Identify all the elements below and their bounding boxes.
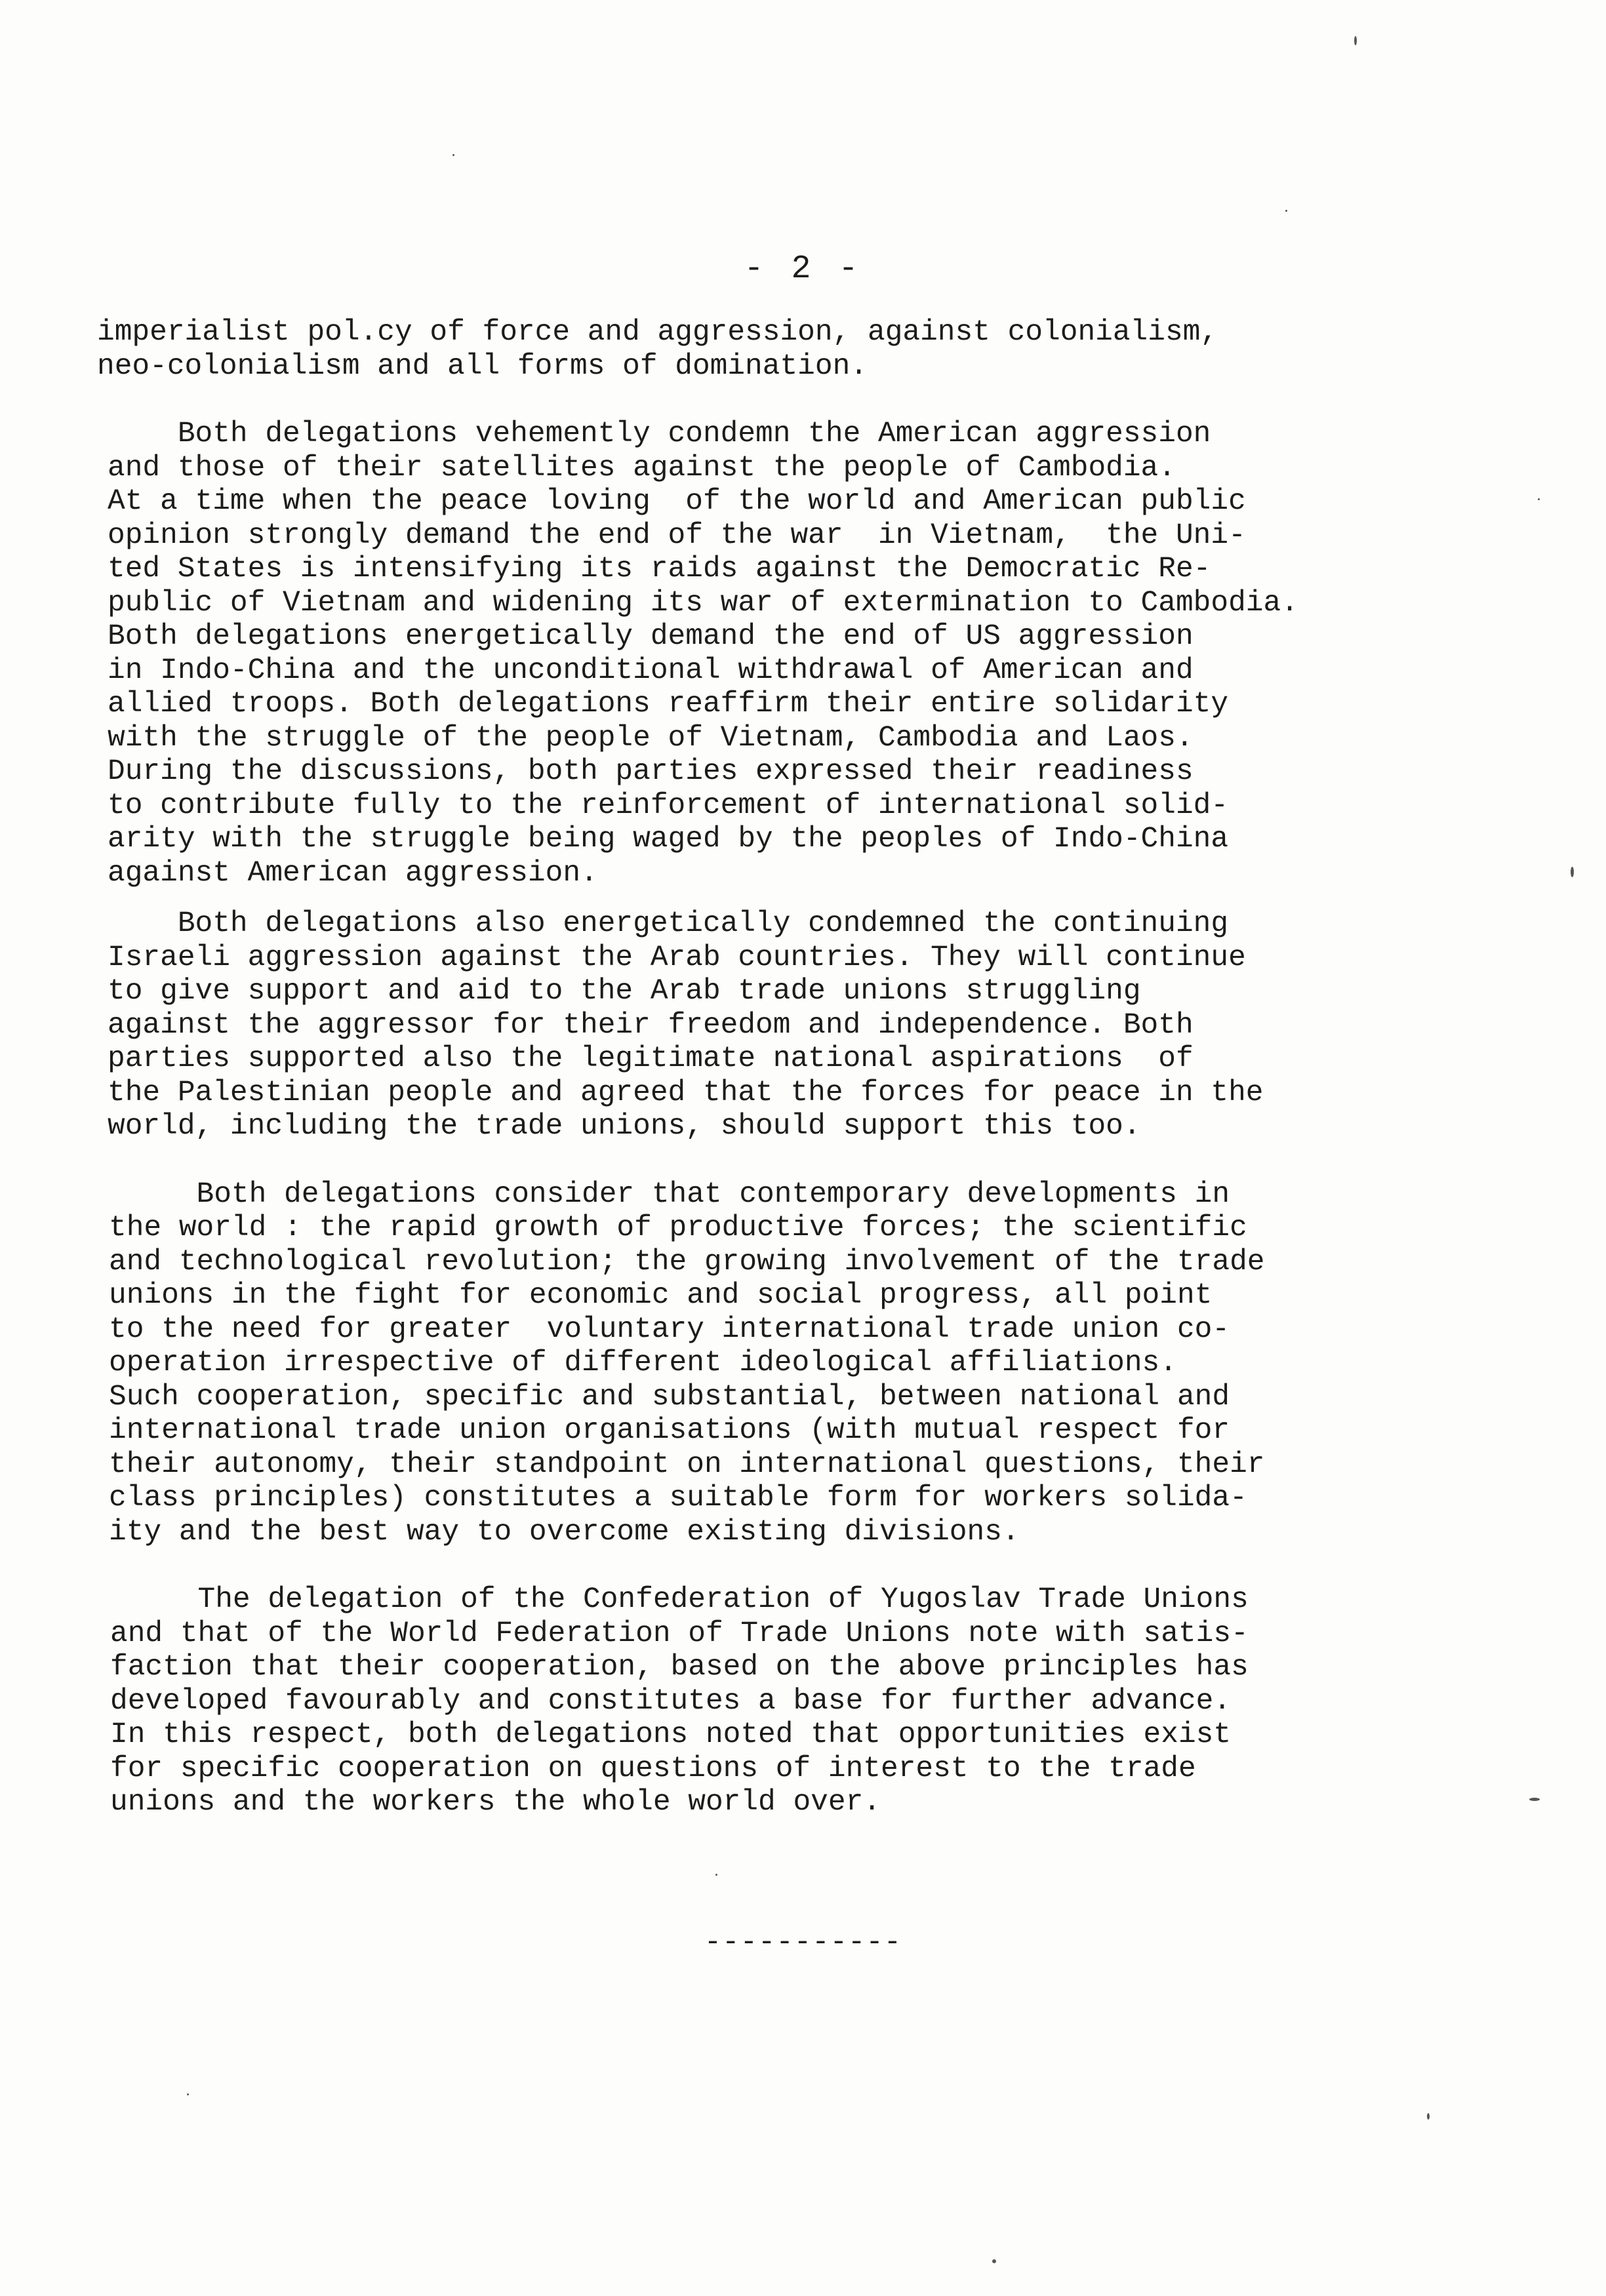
text-line: neo-colonialism and all forms of domination. (97, 349, 868, 383)
text-line: with the struggle of the people of Vietnam, Cambodia and Laos. (108, 721, 1194, 755)
document-body (97, 316, 1507, 1820)
text-line: ity and the best way to overcome existing divisions. (109, 1515, 1020, 1549)
text-line: to contribute fully to the reinforcement of international solid- (108, 789, 1229, 822)
scan-speck (1285, 210, 1287, 212)
text-line: opinion strongly demand the end of the war in Vietnam, the Uni- (108, 519, 1246, 552)
text-line: imperialist pol.cy of force and aggression, against colonialism, (97, 316, 1218, 349)
text-line: for specific cooperation on questions of interest to the trade (110, 1752, 1196, 1785)
scan-speck (992, 2259, 996, 2263)
text-line: world, including the trade unions, should support this too. (108, 1110, 1141, 1143)
text-line: During the discussions, both parties expressed their readiness (108, 755, 1194, 788)
text-line: In this respect, both delegations noted that opportunities exist (110, 1718, 1232, 1751)
text-line: and those of their satellites against the people of Cambodia. (108, 451, 1176, 485)
text-line: The delegation of the Confederation of Yugoslav Trade Unions (110, 1583, 1249, 1616)
text-line: arity with the struggle being waged by the peoples of Indo-China (108, 823, 1229, 856)
text-line: At a time when the peace loving of the world and American public (108, 485, 1246, 518)
scan-speck (1427, 2113, 1430, 2120)
page-number: - 2 - (744, 250, 862, 288)
text-line: in Indo-China and the unconditional withdrawal of American and (108, 654, 1194, 687)
scan-speck (1354, 36, 1357, 45)
text-line: parties supported also the legitimate national aspirations of (108, 1042, 1194, 1075)
text-line: unions in the fight for economic and social progress, all point (109, 1279, 1213, 1312)
paragraph-2 (108, 418, 1507, 890)
text-line: and technological revolution; the growing involvement of the trade (109, 1245, 1265, 1278)
text-line: Both delegations also energetically condemned the continuing (108, 907, 1229, 940)
text-line: the Palestinian people and agreed that the forces for peace in the (108, 1076, 1264, 1109)
text-line: unions and the workers the whole world over. (110, 1786, 881, 1819)
paragraph-5 (110, 1583, 1507, 1820)
scan-speck (1529, 1798, 1540, 1801)
text-line: Both delegations consider that contemporary developments in (109, 1178, 1230, 1211)
text-line: Such cooperation, specific and substantial, between national and (109, 1380, 1230, 1414)
scan-speck (715, 1874, 717, 1876)
text-line: and that of the World Federation of Trade Unions note with satis- (110, 1617, 1249, 1650)
text-line: faction that their cooperation, based on the above principles has (110, 1651, 1249, 1684)
text-line: against the aggressor for their freedom and independence. Both (108, 1008, 1194, 1042)
text-line: against American aggression. (108, 856, 598, 890)
text-line: Israeli aggression against the Arab countries. They will continue (108, 941, 1246, 974)
text-line: Both delegations vehemently condemn the American aggression (108, 418, 1211, 450)
closing-rule: ----------- (704, 1926, 902, 1959)
text-line: to the need for greater voluntary international trade union co- (109, 1313, 1230, 1346)
text-line: ted States is intensifying its raids against the Democratic Re- (108, 553, 1211, 585)
text-line: the world : the rapid growth of productive forces; the scientific (109, 1212, 1247, 1244)
text-line: class principles) constitutes a suitable form for workers solida- (109, 1482, 1247, 1514)
text-line: public of Vietnam and widening its war of extermination to Cambodia. (108, 586, 1298, 620)
scan-speck (1571, 867, 1574, 877)
text-line: Both delegations energetically demand the end of US aggression (108, 620, 1194, 653)
text-line: their autonomy, their standpoint on international questions, their (109, 1448, 1265, 1481)
text-line: to give support and aid to the Arab trade unions struggling (108, 975, 1141, 1008)
scan-speck (452, 154, 454, 156)
text-line: international trade union organisations (with mutual respect for (109, 1414, 1230, 1447)
scan-speck (1538, 498, 1540, 500)
text-line: operation irrespective of different ideological affiliations. (109, 1347, 1177, 1379)
text-line: developed favourably and constitutes a base for further advance. (110, 1684, 1232, 1718)
paragraph-1 (97, 316, 1507, 384)
text-line: allied troops. Both delegations reaffirm their entire solidarity (108, 688, 1229, 721)
paragraph-4 (109, 1178, 1507, 1550)
scan-speck (187, 2093, 189, 2095)
paragraph-3 (108, 907, 1507, 1144)
